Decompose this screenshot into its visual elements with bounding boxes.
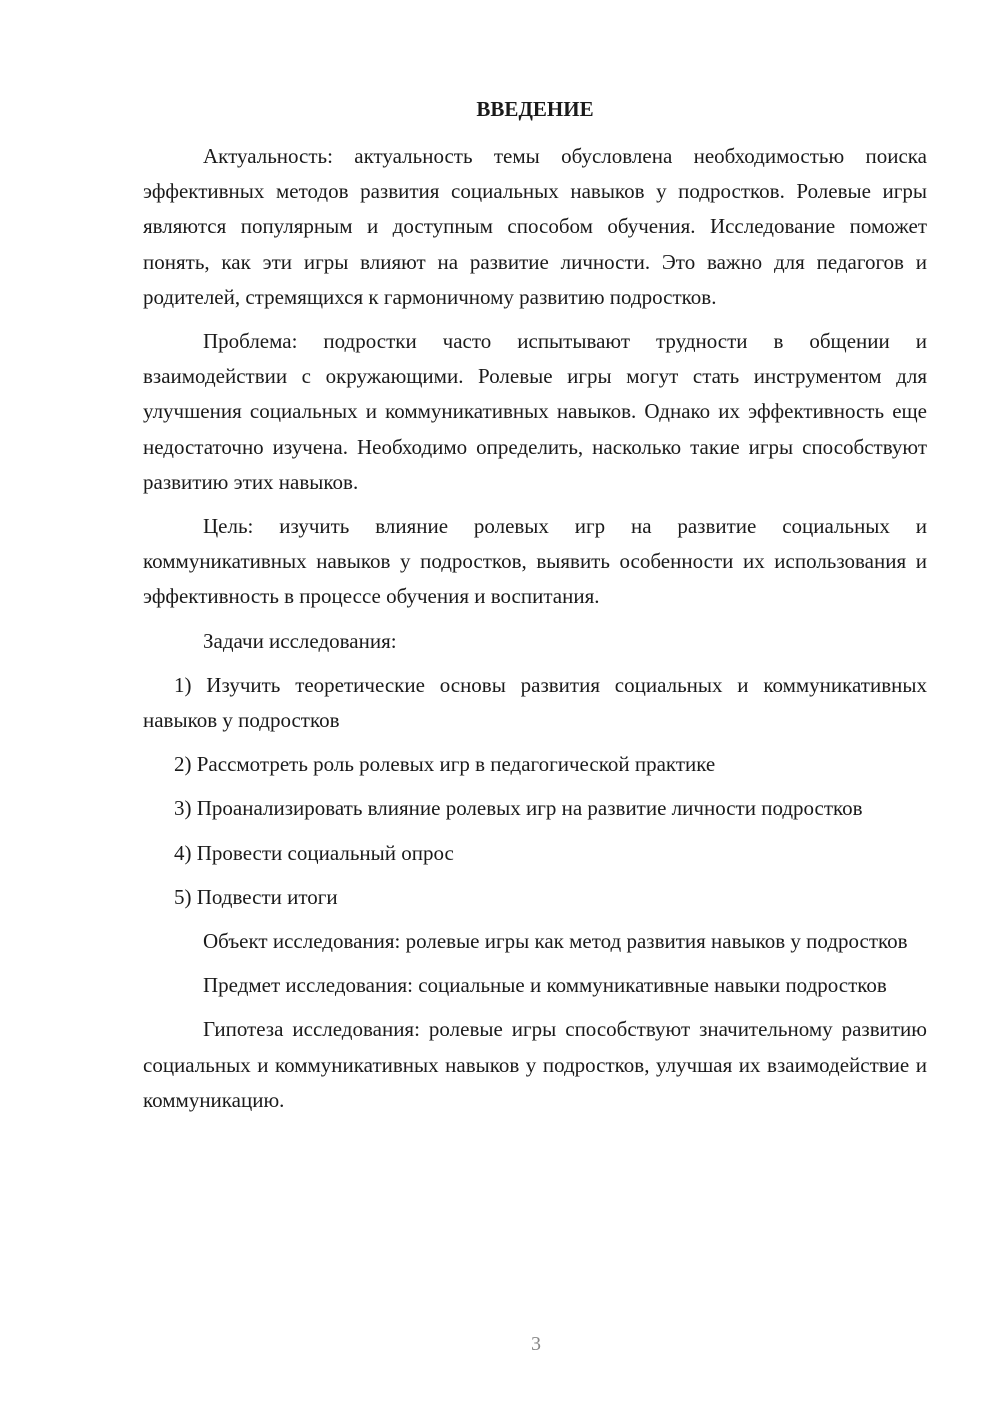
paragraph-hypothesis: Гипотеза исследования: ролевые игры способствуют значительному развитию социальных и коммуникативных навыков у подростков, улучшая их взаимодействие и коммуникацию. (143, 1017, 927, 1112)
tasks-heading: Задачи исследования: (203, 628, 397, 653)
task-item-5: 5) Подвести итоги (174, 884, 338, 909)
paragraph-object: Объект исследования: ролевые игры как метод развития навыков у подростков (203, 929, 908, 954)
paragraph-goal: Цель: изучить влияние ролевых игр на развитие социальных и коммуникативных навыков у подростков, выявить особенности их использования и эффективность в процессе обучения и воспитания. (143, 514, 927, 609)
page-number: 3 (531, 1333, 541, 1355)
paragraph-subject: Предмет исследования: социальные и коммуникативные навыки подростков (203, 973, 887, 998)
task-item-1: 1) Изучить теоретические основы развития социальных и коммуникативных навыков у подростков (143, 672, 927, 733)
paragraph-problem: Проблема: подростки часто испытывают трудности в общении и взаимодействии с окружающими. Ролевые игры могут стать инструментом для улучшения социальных и коммуникативных навыков. Однако их эффективность еще недостаточно изучена. Необходимо определить, насколько такие игры способствуют развитию этих навыков. (143, 329, 927, 494)
task-item-4: 4) Провести социальный опрос (174, 840, 454, 865)
task-item-3: 3) Проанализировать влияние ролевых игр на развитие личности подростков (174, 796, 863, 821)
page-title: ВВЕДЕНИЕ (476, 97, 594, 121)
paragraph-relevance: Актуальность: актуальность темы обусловлена необходимостью поиска эффективных методов развития социальных навыков у подростков. Ролевые игры являются популярным и доступным способом обучения. Исследование поможет понять, как эти игры влияют на развитие личности. Это важно для педагогов и родителей, стремящихся к гармоничному развитию подростков. (143, 144, 927, 309)
document-page (143, 92, 927, 1118)
task-item-2: 2) Рассмотреть роль ролевых игр в педагогической практике (174, 752, 716, 777)
